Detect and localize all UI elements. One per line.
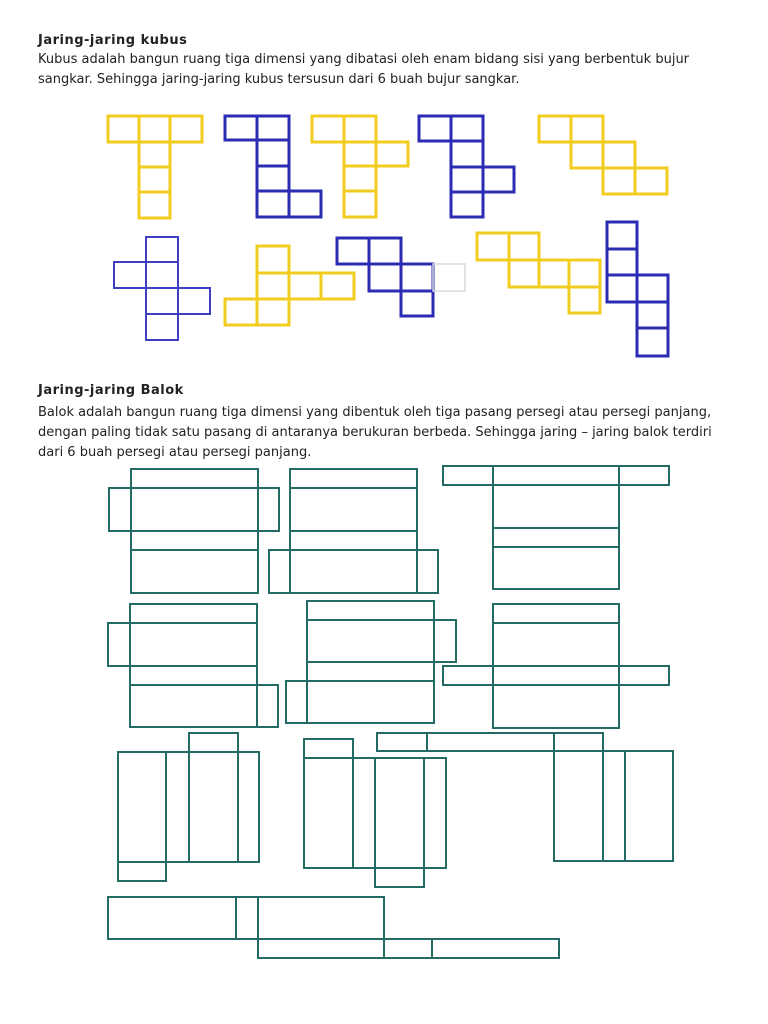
kubus-heading: Jaring-jaring kubus (38, 33, 188, 48)
cuboid-net-1 (109, 469, 279, 593)
kubus-paragraph: Kubus adalah bangun ruang tiga dimensi yang dibatasi oleh enam bidang sisi yang berbentuk bujur sangkar. Sehingga jaring-jaring kubus tersusun dari 6 buah bujur sangkar. (38, 52, 690, 87)
cuboid-net-5 (286, 601, 456, 723)
balok-heading: Jaring-jaring Balok (38, 383, 184, 398)
balok-paragraph: Balok adalah bangun ruang tiga dimensi yang dibentuk oleh tiga pasang persegi atau persegi panjang, dengan paling tidak satu pasang di antaranya berukuran berbeda. Sehingga jaring – jaring balok terdiri dari 6 buah persegi atau persegi panjang. (38, 405, 712, 460)
cuboid-net-7 (118, 733, 259, 881)
cuboid-net-9 (377, 733, 673, 861)
cuboid-net-6 (443, 604, 669, 728)
cuboid-net-10 (108, 897, 559, 958)
cuboid-net-3 (443, 466, 669, 589)
cuboid-net-4 (108, 604, 278, 727)
cuboid-net-8 (304, 739, 446, 887)
cuboid-net-2 (269, 469, 438, 593)
